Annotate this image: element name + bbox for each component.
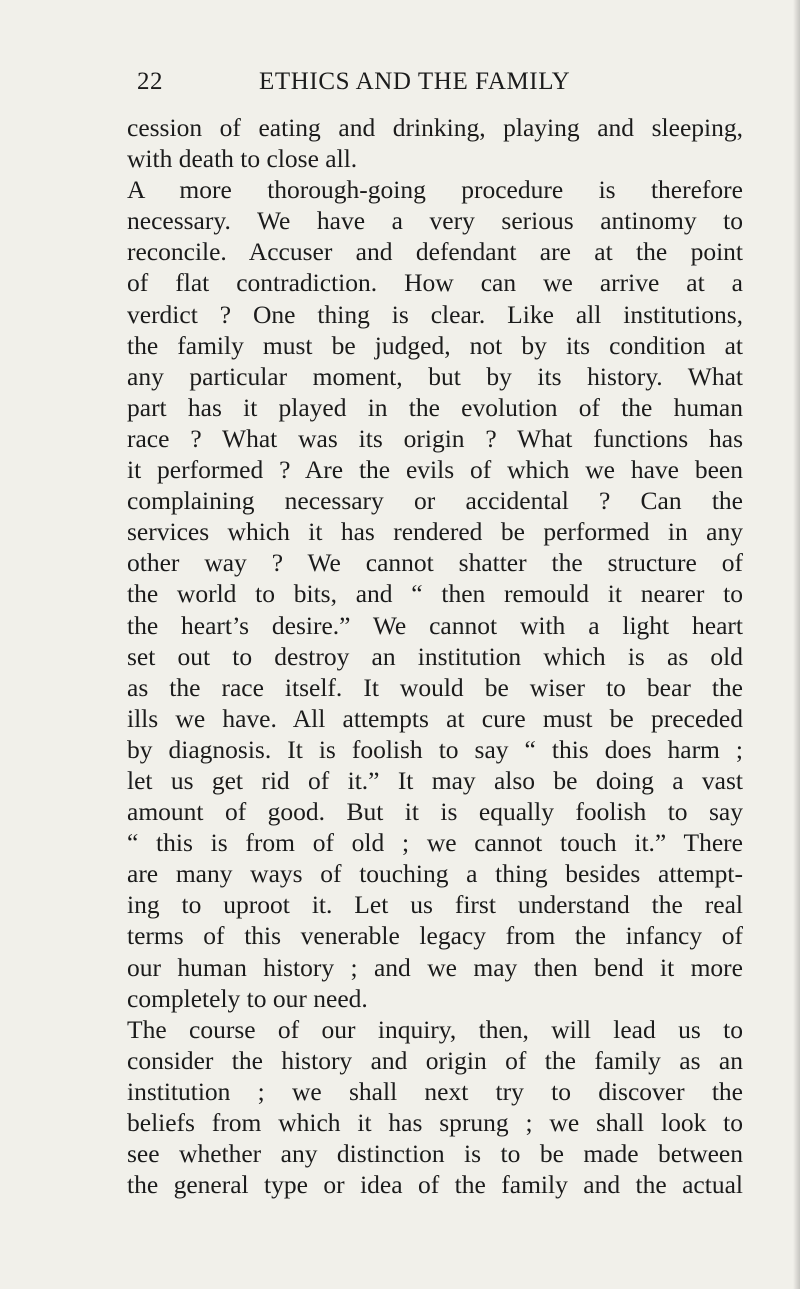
text-line: complaining necessary or accidental ? Can the [127, 486, 743, 516]
text-line: set out to destroy an institution which is as old [127, 641, 743, 671]
text-line: amount of good. But it is equally foolish to say [127, 797, 743, 827]
text-line: by diagnosis. It is foolish to say “ this does harm ; [127, 734, 743, 764]
paragraph-first-line: The course of our inquiry, then, will lead us to [127, 1014, 743, 1044]
text-line: the world to bits, and “ then remould it nearer to [127, 579, 743, 609]
text-line: of flat contradiction. How can we arrive at a [127, 268, 743, 298]
text-line: any particular moment, but by its history. What [127, 361, 743, 391]
body-text [127, 112, 743, 1200]
text-line: are many ways of touching a thing besides attempt- [127, 859, 743, 889]
text-line: “ this is from of old ; we cannot touch it.” There [127, 828, 743, 858]
text-line: our human history ; and we may then bend it more [127, 952, 743, 982]
text-line: ing to uproot it. Let us first understand the real [127, 890, 743, 920]
text-line: race ? What was its origin ? What functions has [127, 423, 743, 453]
text-line: the family must be judged, not by its condition at [127, 330, 743, 360]
text-line: the general type or idea of the family and the actual [127, 1170, 743, 1200]
paragraph-first-line: A more thorough-going procedure is therefore [127, 175, 743, 205]
text-line: reconcile. Accuser and defendant are at the point [127, 237, 743, 267]
page-edge-shadow [793, 0, 800, 1289]
text-line: consider the history and origin of the family as an [127, 1045, 743, 1075]
text-line: necessary. We have a very serious antinomy to [127, 206, 743, 236]
text-line: let us get rid of it.” It may also be doing a vast [127, 765, 743, 795]
running-title: ETHICS AND THE FAMILY [259, 68, 571, 95]
text-line: ills we have. All attempts at cure must be preceded [127, 703, 743, 733]
text-line: completely to our need. [127, 983, 368, 1013]
text-line: the heart’s desire.” We cannot with a light heart [127, 610, 743, 640]
text-line: services which it has rendered be performed in any [127, 517, 743, 547]
page-header [127, 68, 743, 108]
text-line: cession of eating and drinking, playing and sleeping, [127, 113, 743, 142]
text-line: beliefs from which it has sprung ; we shall look to [127, 1108, 743, 1137]
text-line: other way ? We cannot shatter the structure of [127, 548, 743, 578]
text-line: as the race itself. It would be wiser to bear the [127, 672, 743, 702]
text-line: part has it played in the evolution of the human [127, 392, 743, 422]
text-line: terms of this venerable legacy from the infancy of [127, 921, 743, 951]
text-line: it performed ? Are the evils of which we have been [127, 455, 743, 485]
text-line: with death to close all. [127, 144, 358, 174]
text-line: institution ; we shall next try to discover the [127, 1076, 743, 1106]
text-line: see whether any distinction is to be made between [127, 1139, 743, 1169]
page-number: 22 [137, 68, 163, 95]
text-line: verdict ? One thing is clear. Like all institutions, [127, 299, 743, 329]
